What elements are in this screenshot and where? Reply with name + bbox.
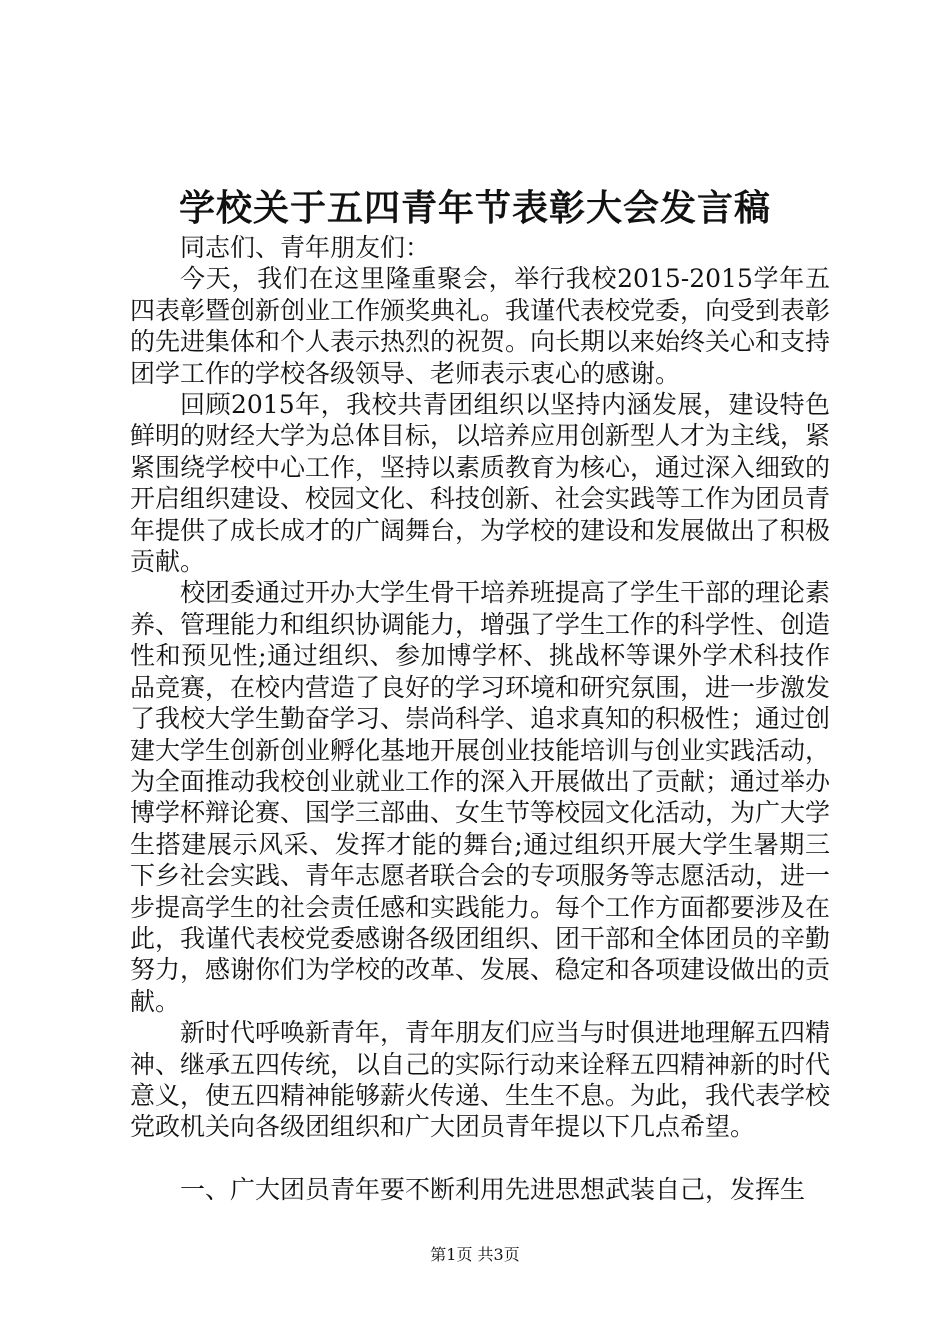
body-paragraph-5: 一、广大团员青年要不断利用先进思想武装自己，发挥生 — [180, 1174, 806, 1204]
document-title: 学校关于五四青年节表彰大会发言稿 — [178, 188, 771, 229]
body-paragraph-3: 校团委通过开办大学生骨干培养班提高了学生干部的理论素养、管理能力和组织协调能力，增强了学生工作的科学性、创造性和预见性;通过组织、参加博学杯、挑战杯等课外学术科技作品竞赛，在校内营造了良好的学习环境和研究氛围，进一步激发了我校大学生勤奋学习、崇尚科学、追求真知的积极性；通过创建大学生创新创业孵化基地开展创业技能培训与创业实践活动，为全面推动我校创业就业工作的深入开展做出了贡献；通过举办博学杯辩论赛、国学三部曲、女生节等校园文化活动，为广大学生搭建展示风采、发挥才能的舞台;通过组织开展大学生暑期三下乡社会实践、青年志愿者联合会的专项服务等志愿活动，进一步提高学生的社会责任感和实践能力。每个工作方面都要涉及在此，我谨代表校党委感谢各级团组织、团干部和全体团员的辛勤努力，感谢你们为学校的改革、发展、稳定和各项建设做出的贡献。 — [130, 578, 831, 1016]
body-paragraph-4: 新时代呼唤新青年，青年朋友们应当与时俱进地理解五四精神、继承五四传统，以自己的实际行动来诠释五四精神新的时代意义，使五四精神能够薪火传递、生生不息。为此，我代表学校党政机关向各级团组织和广大团员青年提以下几点希望。 — [130, 1018, 831, 1142]
document-body — [130, 232, 830, 1205]
salutation-paragraph: 同志们、青年朋友们： — [180, 233, 431, 262]
body-paragraph-2: 回顾2015年，我校共青团组织以坚持内涵发展，建设特色鲜明的财经大学为总体目标，以培养应用创新型人才为主线，紧紧围绕学校中心工作，坚持以素质教育为核心，通过深入细致的开启组织建设、校园文化、科技创新、社会实践等工作为团员青年提供了成长成才的广阔舞台，为学校的建设和发展做出了积极贡献。 — [130, 390, 831, 577]
page-footer: 第1页 共3页 — [430, 1245, 520, 1264]
body-paragraph-1: 今天，我们在这里隆重聚会，举行我校2015-2015学年五四表彰暨创新创业工作颁奖典礼。我谨代表校党委，向受到表彰的先进集体和个人表示热烈的祝贺。向长期以来始终关心和支持团学工作的学校各级领导、老师表示衷心的感谢。 — [130, 264, 831, 388]
